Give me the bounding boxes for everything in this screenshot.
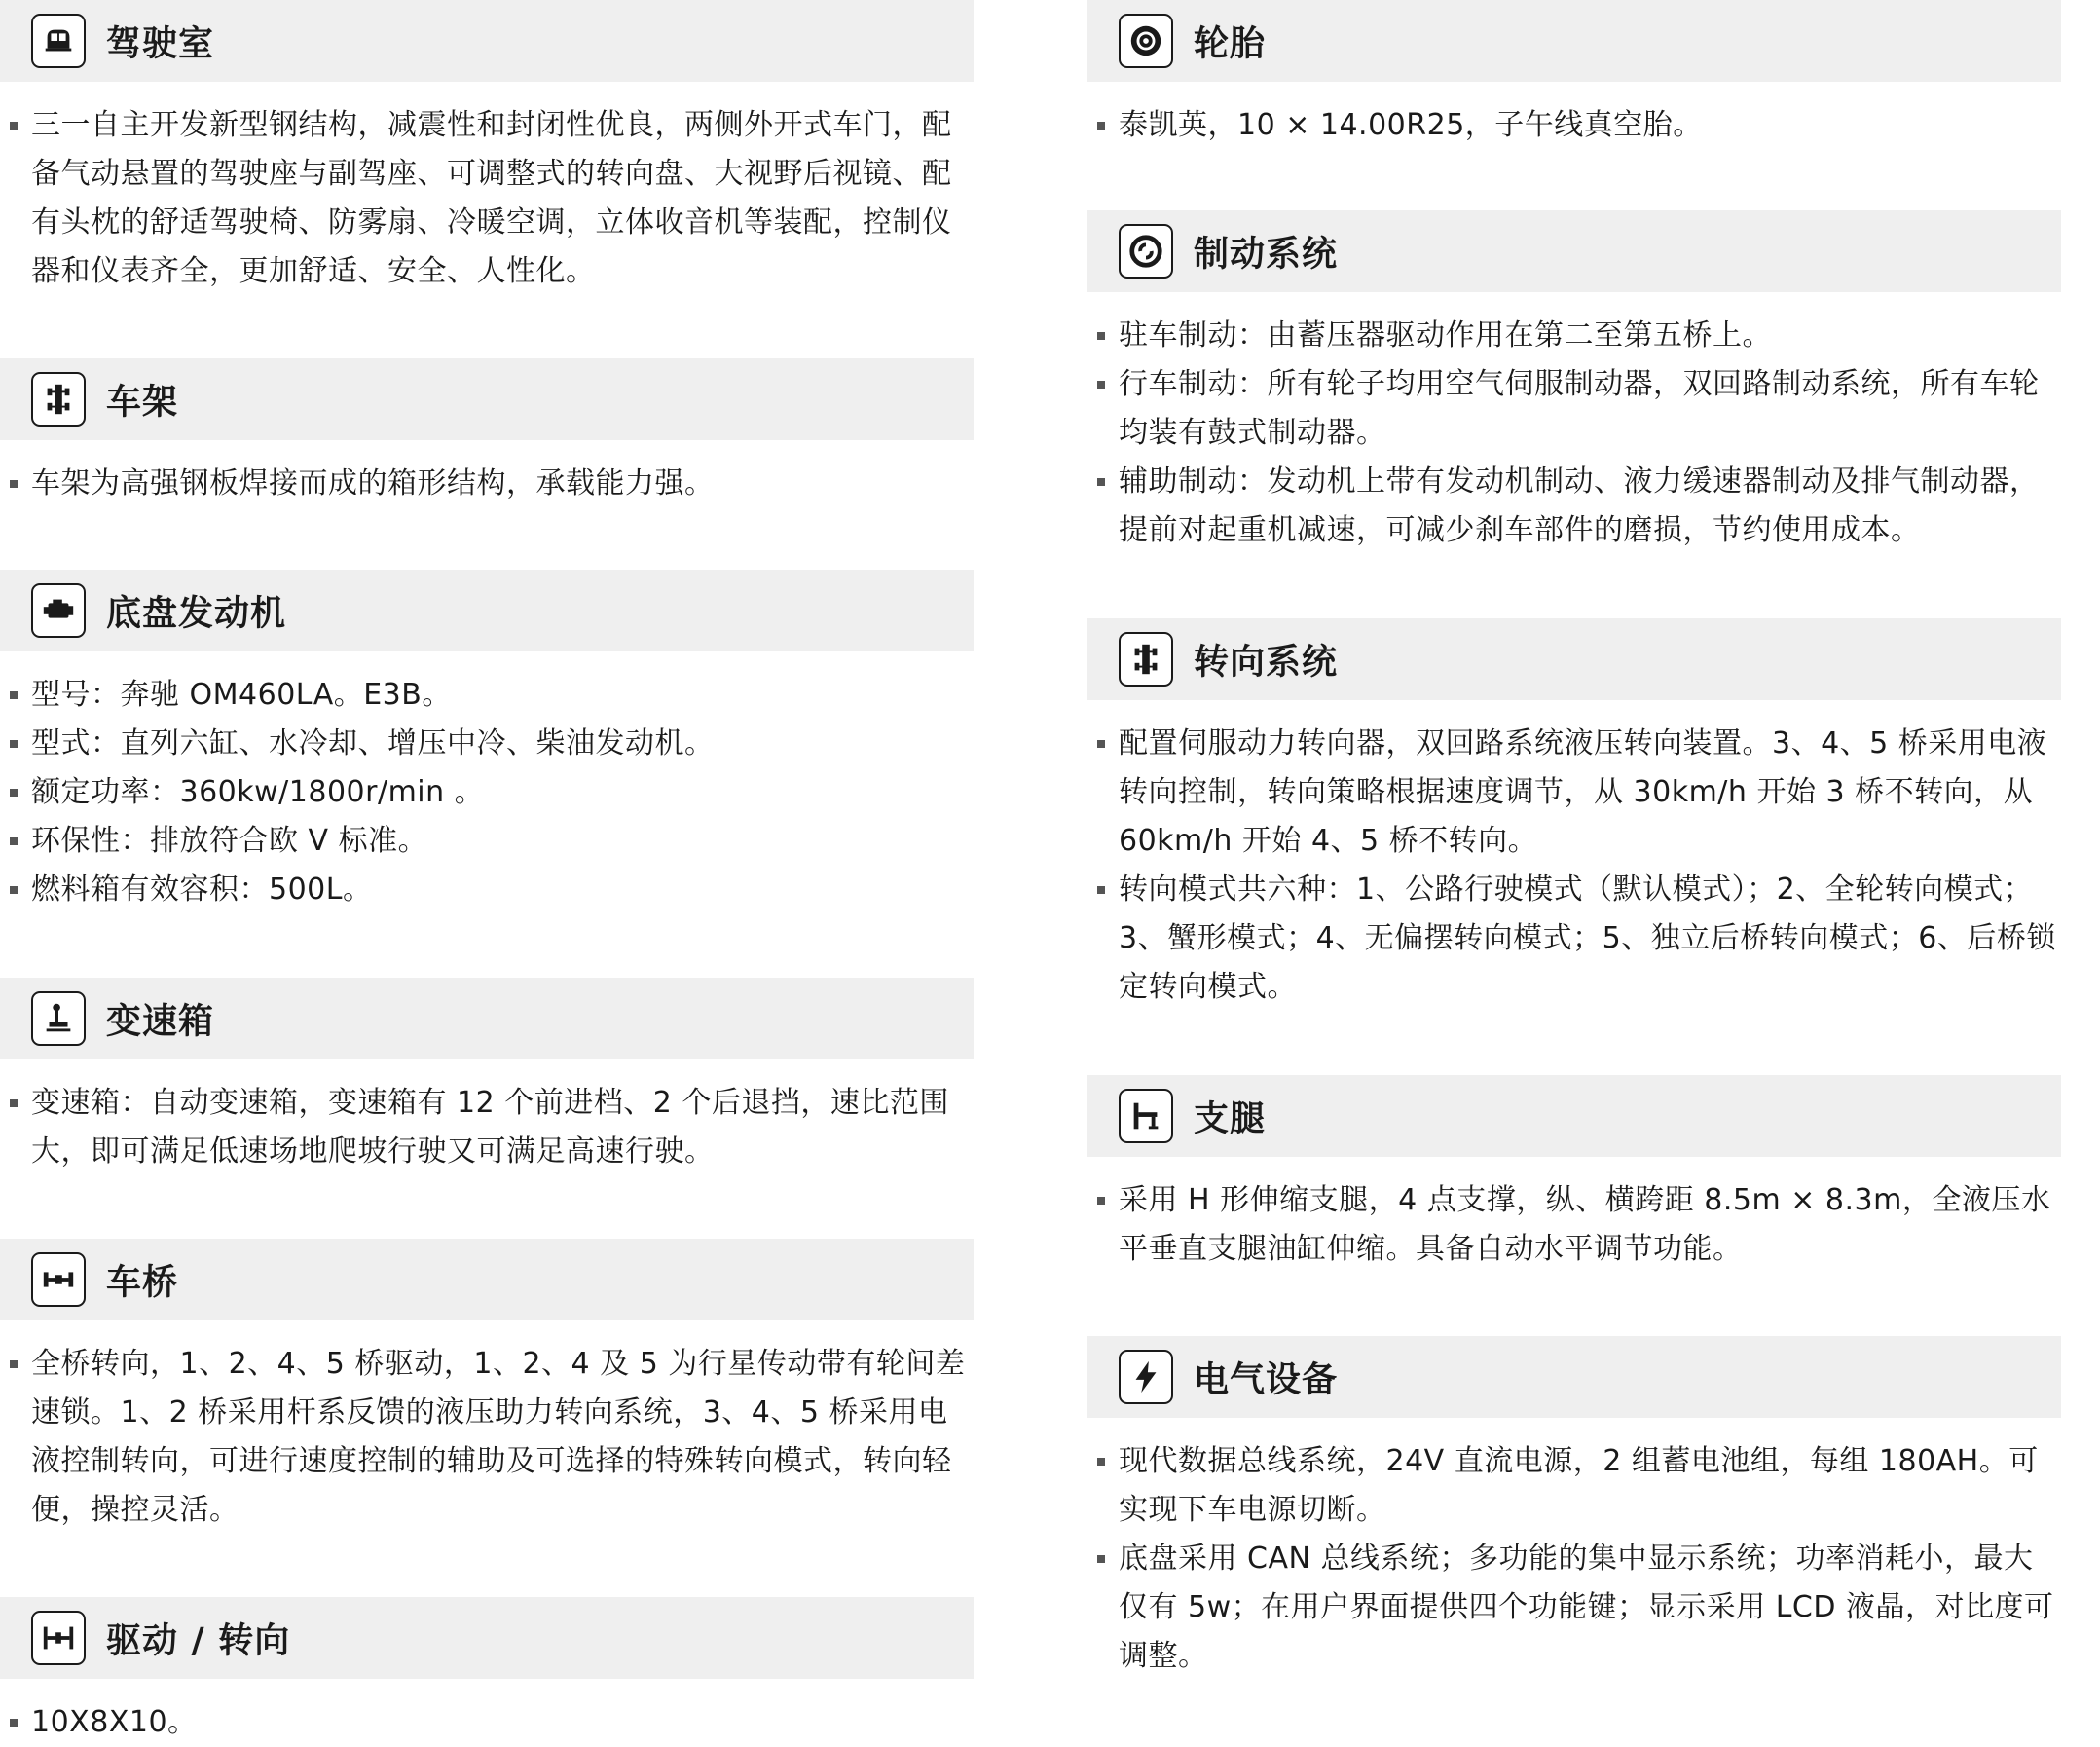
spec-list [0,1079,974,1176]
spec-list [1087,101,2061,150]
spec-text: 额定功率：360kw/1800r/min 。 [31,775,485,809]
section-header [1087,1075,2061,1157]
spec-item [1087,312,2061,360]
cab-icon [31,14,86,68]
section-engine [0,570,974,914]
lightning-icon [1119,1350,1173,1404]
spec-item [0,671,974,720]
bullet-icon [1097,740,1105,748]
section-gearbox [0,978,974,1176]
bullet-icon [1097,332,1105,340]
spec-text: 全桥转向，1、2、4、5 桥驱动，1、2、4 及 5 为行星传动带有轮间差速锁。1、2 桥采用杆系反馈的液压助力转向系统，3、4、5 桥采用电液控制转向，可进行速度控制的辅助及可选择的特殊转向模式，转向轻便，操控灵活。 [31,1347,966,1527]
section-title: 支腿 [1194,1098,1267,1139]
section-axle [0,1239,974,1535]
spec-text: 辅助制动：发动机上带有发动机制动、液力缓速器制动及排气制动器，提前对起重机减速，可减少刹车部件的磨损，节约使用成本。 [1119,465,2040,547]
bullet-icon [1097,1458,1105,1466]
section-header [0,570,974,651]
section-header [1087,618,2061,700]
section-steering [1087,618,2061,1012]
axle-icon [31,1252,86,1307]
spec-item [0,1079,974,1176]
spec-item [0,817,974,866]
bullet-icon [1097,1197,1105,1205]
spec-item [1087,458,2061,555]
bullet-icon [10,1719,18,1727]
section-header [0,978,974,1059]
section-header [0,1597,974,1679]
spec-text: 转向模式共六种：1、公路行驶模式（默认模式）；2、全轮转向模式；3、蟹形模式；4、无偏摆转向模式；5、独立后桥转向模式；6、后桥锁定转向模式。 [1119,873,2056,1004]
brake-icon [1119,224,1173,279]
spec-text: 环保性：排放符合欧 V 标准。 [31,824,428,858]
section-brake [1087,210,2061,555]
spec-list [0,101,974,296]
section-title: 驾驶室 [106,23,215,64]
spec-item [0,1340,974,1535]
spec-item [1087,101,2061,150]
gear-shift-icon [31,991,86,1046]
bullet-icon [1097,381,1105,389]
spec-list [1087,1437,2061,1681]
section-header [1087,1336,2061,1418]
steering-icon [1119,632,1173,687]
spec-text: 配置伺服动力转向器，双回路系统液压转向装置。3、4、5 桥采用电液转向控制，转向策略根据速度调节，从 30km/h 开始 3 桥不转向，从 60km/h 开始 4、5 桥不转向。 [1119,726,2047,858]
tire-icon [1119,14,1173,68]
section-title: 底盘发动机 [106,593,287,634]
section-title: 转向系统 [1194,642,1339,683]
bullet-icon [10,122,18,130]
section-header [0,1239,974,1320]
spec-text: 三一自主开发新型钢结构，减震性和封闭性优良，两侧外开式车门，配备气动悬置的驾驶座与副驾座、可调整式的转向盘、大视野后视镜、配有头枕的舒适驾驶椅、防雾扇、冷暖空调，立体收音机等装配，控制仪器和仪表齐全，更加舒适、安全、人性化。 [31,108,952,288]
spec-text: 型式：直列六缸、水冷却、增压中冷、柴油发动机。 [31,726,715,761]
bullet-icon [10,886,18,894]
section-frame [0,358,974,508]
section-drive [0,1597,974,1747]
spec-item [1087,360,2061,458]
section-title: 变速箱 [106,1001,215,1042]
bullet-icon [1097,886,1105,894]
spec-item [1087,720,2061,866]
section-header [0,0,974,82]
spec-item [0,101,974,296]
spec-item [0,460,974,508]
section-title: 电气设备 [1194,1359,1339,1400]
engine-icon [31,583,86,638]
spec-text: 现代数据总线系统，24V 直流电源，2 组蓄电池组，每组 180AH。可实现下车电源切断。 [1119,1444,2039,1527]
spec-text: 变速箱：自动变速箱，变速箱有 12 个前进档、2 个后退挡，速比范围大，即可满足低速场地爬坡行驶又可满足高速行驶。 [31,1086,949,1169]
section-title: 车桥 [106,1262,179,1303]
bullet-icon [10,789,18,797]
spec-item [0,1698,974,1747]
spec-text: 燃料箱有效容积：500L。 [31,873,373,907]
spec-item [1087,866,2061,1012]
bullet-icon [10,1099,18,1107]
spec-list [0,671,974,914]
bullet-icon [10,740,18,748]
bullet-icon [10,837,18,845]
spec-text: 型号：奔驰 OM460LA。E3B。 [31,678,452,712]
spec-item [1087,1535,2061,1681]
spec-list [0,460,974,508]
section-title: 轮胎 [1194,23,1267,64]
spec-text: 泰凯英，10 × 14.00R25，子午线真空胎。 [1119,108,1703,142]
section-tire [1087,0,2061,150]
spec-list [0,1698,974,1747]
spec-item [0,768,974,817]
spec-text: 采用 H 形伸缩支腿，4 点支撑，纵、横跨距 8.5m × 8.3m，全液压水平垂直支腿油缸伸缩。具备自动水平调节功能。 [1119,1183,2051,1266]
section-header [1087,210,2061,292]
bullet-icon [10,480,18,488]
bullet-icon [1097,478,1105,486]
section-header [0,358,974,440]
frame-icon [31,372,86,427]
section-title: 驱动 / 转向 [106,1620,291,1661]
section-header [1087,0,2061,82]
outrigger-icon [1119,1089,1173,1143]
spec-text: 底盘采用 CAN 总线系统；多功能的集中显示系统；功率消耗小，最大仅有 5w；在用户界面提供四个功能键；显示采用 LCD 液晶，对比度可调整。 [1119,1542,2054,1673]
spec-text: 行车制动：所有轮子均用空气伺服制动器，双回路制动系统，所有车轮均装有鼓式制动器。 [1119,367,2040,450]
section-title: 制动系统 [1194,234,1339,275]
drive-icon [31,1611,86,1665]
bullet-icon [1097,1555,1105,1563]
spec-item [0,866,974,914]
spec-list [1087,720,2061,1012]
spec-list [1087,1176,2061,1274]
bullet-icon [10,691,18,699]
bullet-icon [10,1360,18,1368]
spec-text: 车架为高强钢板焊接而成的箱形结构，承载能力强。 [31,466,715,501]
spec-list [1087,312,2061,555]
spec-item [0,720,974,768]
section-outrigger [1087,1075,2061,1274]
section-electric [1087,1336,2061,1681]
section-title: 车架 [106,382,179,423]
bullet-icon [1097,122,1105,130]
spec-list [0,1340,974,1535]
spec-item [1087,1437,2061,1535]
section-cab [0,0,974,296]
spec-text: 驻车制动：由蓄压器驱动作用在第二至第五桥上。 [1119,318,1772,353]
spec-item [1087,1176,2061,1274]
spec-text: 10X8X10。 [31,1705,198,1739]
